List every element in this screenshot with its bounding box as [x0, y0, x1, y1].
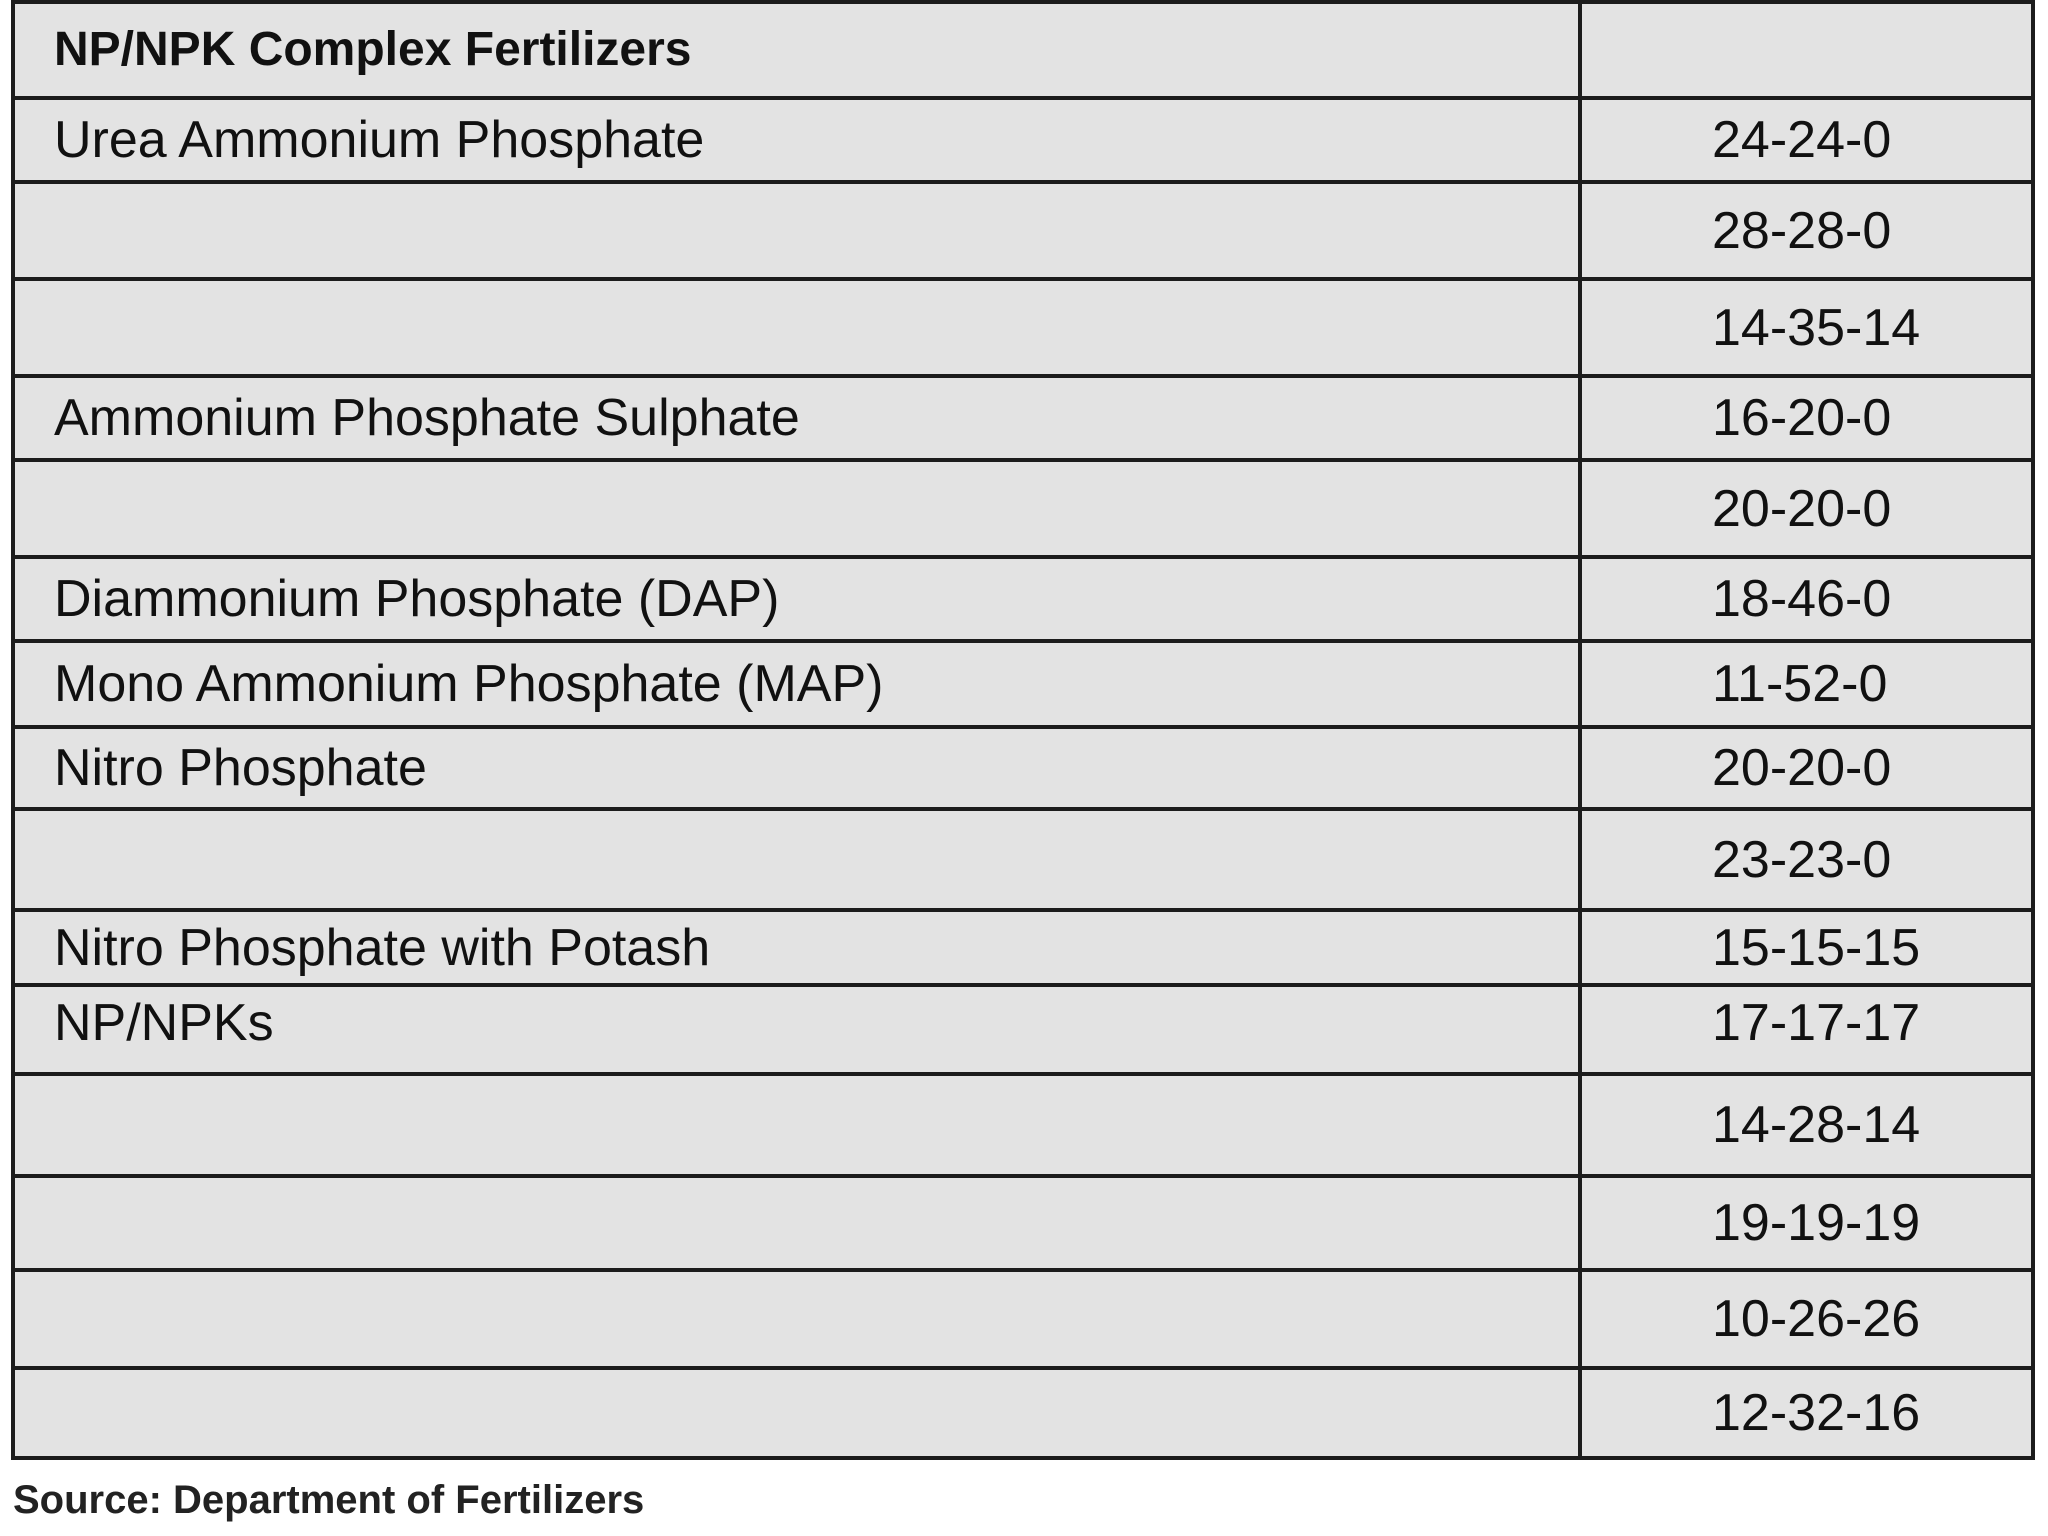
fertilizer-name	[13, 182, 1580, 279]
nutrient-grade: 16-20-0	[1580, 376, 2033, 460]
table-row	[13, 1176, 2033, 1270]
table-row	[13, 557, 2033, 641]
nutrient-grade: 18-46-0	[1580, 557, 2033, 641]
fertilizer-name	[13, 1368, 1580, 1458]
nutrient-grade: 19-19-19	[1580, 1176, 2033, 1270]
fertilizer-name: Ammonium Phosphate Sulphate	[13, 376, 1580, 460]
nutrient-grade: 12-32-16	[1580, 1368, 2033, 1458]
table-row	[13, 98, 2033, 182]
nutrient-grade: 24-24-0	[1580, 98, 2033, 182]
nutrient-grade: 11-52-0	[1580, 641, 2033, 727]
table-row	[13, 376, 2033, 460]
table-row	[13, 985, 2033, 1074]
table-row	[13, 727, 2033, 809]
fertilizer-name	[13, 279, 1580, 376]
fertilizer-name: Nitro Phosphate with Potash	[13, 910, 1580, 985]
nutrient-grade: 20-20-0	[1580, 460, 2033, 557]
nutrient-grade: 23-23-0	[1580, 809, 2033, 910]
table-row	[13, 279, 2033, 376]
table-row	[13, 1270, 2033, 1368]
table-row	[13, 1368, 2033, 1458]
nutrient-grade: 28-28-0	[1580, 182, 2033, 279]
table-row	[13, 1074, 2033, 1176]
table-row	[13, 460, 2033, 557]
nutrient-grade: 20-20-0	[1580, 727, 2033, 809]
nutrient-grade: 10-26-26	[1580, 1270, 2033, 1368]
fertilizer-name	[13, 1270, 1580, 1368]
fertilizer-name: Mono Ammonium Phosphate (MAP)	[13, 641, 1580, 727]
nutrient-grade: 17-17-17	[1580, 985, 2033, 1074]
table-header-row	[13, 2, 2033, 98]
nutrient-grade: 14-28-14	[1580, 1074, 2033, 1176]
table-header-title: NP/NPK Complex Fertilizers	[13, 2, 1580, 98]
fertilizer-name	[13, 1074, 1580, 1176]
fertilizer-name	[13, 460, 1580, 557]
table-row	[13, 809, 2033, 910]
fertilizer-name: Urea Ammonium Phosphate	[13, 98, 1580, 182]
fertilizer-name	[13, 1176, 1580, 1270]
table-row	[13, 641, 2033, 727]
fertilizer-name: Nitro Phosphate	[13, 727, 1580, 809]
fertilizer-name: NP/NPKs	[13, 985, 1580, 1074]
fertilizer-name	[13, 809, 1580, 910]
nutrient-grade: 14-35-14	[1580, 279, 2033, 376]
fertilizer-table	[11, 0, 2035, 1460]
fertilizer-name: Diammonium Phosphate (DAP)	[13, 557, 1580, 641]
nutrient-grade: 15-15-15	[1580, 910, 2033, 985]
table-row	[13, 182, 2033, 279]
table-row	[13, 910, 2033, 985]
table-header-value	[1580, 2, 2033, 98]
source-note: Source: Department of Fertilizers	[13, 1478, 645, 1522]
